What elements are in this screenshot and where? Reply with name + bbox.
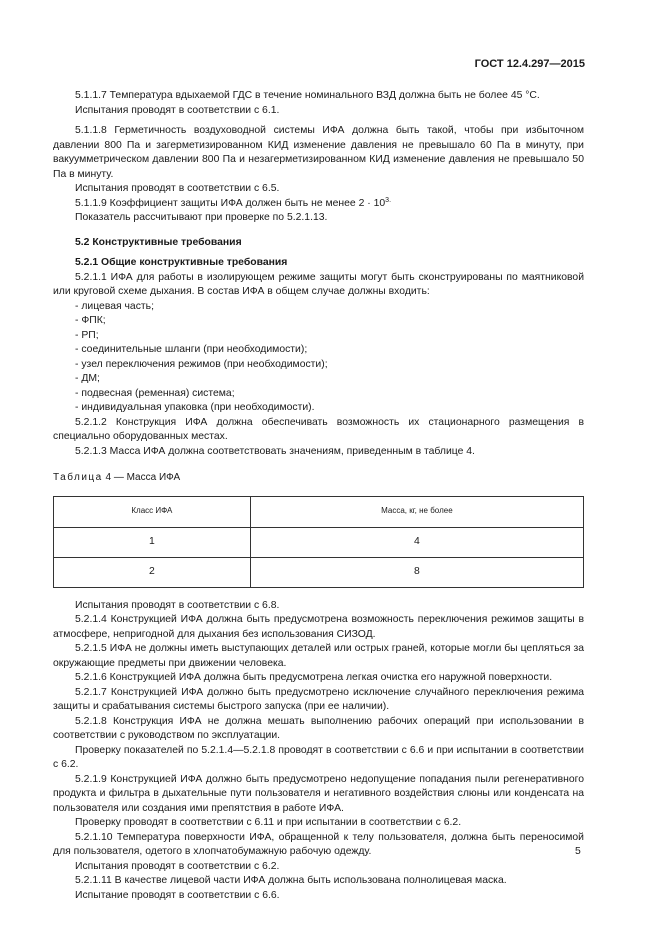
list-item: - индивидуальная упаковка (при необходимости). [75, 402, 315, 413]
list-item: - соединительные шланги (при необходимости); [75, 344, 308, 355]
table-row [54, 527, 584, 557]
paragraph-5-1-1-7: 5.1.1.7 Температура вдыхаемой ГДС в течение номинального ВЗД должна быть не более 45 °С. [75, 90, 540, 101]
table-row [54, 557, 584, 587]
column-header-class: Класс ИФА [54, 496, 251, 527]
paragraph-5-2-1-11: 5.2.1.11 В качестве лицевой части ИФА должна быть использована полнолицевая маска. [75, 875, 507, 886]
paragraph-5-1-1-9 [53, 197, 584, 212]
verification-note: Проверку показателей по 5.2.1.4—5.2.1.8 проводят в соответствии с 6.6 и при испытании в соответствии с 6.2. [53, 744, 584, 770]
paragraph-5-2-1-10: 5.2.1.10 Температура поверхности ИФА, обращенной к телу пользователя, должна быть переносимой для пользователя, одетого в хлопчатобумажную рабочую одежду. [53, 831, 584, 857]
paragraph-text: 5.1.1.9 Коэффициент защиты ИФА должен быть не менее 2 · 10 [75, 197, 386, 209]
paragraph-5-2-1-2: 5.2.1.2 Конструкция ИФА должна обеспечивать возможность их стационарного размещения в специально оборудованных местах. [53, 416, 584, 442]
table-caption [53, 471, 584, 486]
exponent: 3. [385, 196, 392, 204]
test-reference: Испытания проводят в соответствии с 6.8. [75, 599, 280, 611]
paragraph-5-2-1-3: 5.2.1.3 Масса ИФА должна соответствовать значениям, приведенным в таблице 4. [75, 445, 475, 457]
paragraph-5-2-1-9: 5.2.1.9 Конструкцией ИФА должно быть предусмотрено недопущение попадания пыли регенеративного продукта и фильтра в дыхательные пути пользователя и негативного воздействия слюны или конденсата на пользователя или создания ими препятствия в работе ИФА. [53, 773, 584, 814]
test-reference: Испытания проводят в соответствии с 6.5. [75, 183, 280, 194]
table-cell: 2 [54, 557, 251, 587]
test-reference: Испытание проводят в соответствии с 6.6. [75, 889, 280, 901]
page-number: 5 [575, 846, 581, 857]
table-caption-text: 4 — Масса ИФА [105, 472, 181, 483]
list-item: - узел переключения режимов (при необходимости); [75, 358, 328, 370]
column-header-mass: Масса, кг, не более [250, 496, 583, 527]
table-caption-word: Таблица [53, 472, 103, 483]
paragraph-5-2-1-7: 5.2.1.7 Конструкцией ИФА должно быть предусмотрено исключение случайного переключения режима защиты и срабатывания системы быстрого запуска (при ее наличии). [53, 686, 584, 712]
verification-note: Проверку проводят в соответствии с 6.11 и при испытании в соответствии с 6.2. [75, 817, 462, 828]
table-cell: 4 [250, 527, 583, 557]
document-code: ГОСТ 12.4.297—2015 [474, 58, 585, 70]
subsection-title: 5.2.1 Общие конструктивные требования [75, 257, 288, 268]
list-item: - ДМ; [75, 373, 100, 384]
mass-table [53, 496, 584, 588]
paragraph-5-2-1-6: 5.2.1.6 Конструкцией ИФА должна быть предусмотрена легкая очистка его наружной поверхности. [75, 672, 553, 683]
table-header-row [54, 496, 584, 527]
test-reference: Испытания проводят в соответствии с 6.2. [75, 860, 280, 872]
table-cell: 1 [54, 527, 251, 557]
table-cell: 8 [250, 557, 583, 587]
list-item: - лицевая часть; [75, 300, 154, 312]
section-title: 5.2 Конструктивные требования [75, 236, 242, 248]
paragraph-5-2-1-4: 5.2.1.4 Конструкцией ИФА должна быть предусмотрена возможность переключения режимов защиты в атмосфере, непригодной для дыхания без использования СИЗОД. [53, 614, 584, 640]
paragraph-5-2-1-1: 5.2.1.1 ИФА для работы в изолирующем режиме защиты могут быть сконструированы по маятниковой или круговой схеме дыхания. В состав ИФА в общем случае должны входить: [53, 271, 584, 297]
list-item: - РП; [75, 329, 99, 341]
paragraph-note: Показатель рассчитывают при проверке по 5.2.1.13. [75, 212, 328, 223]
list-item: - подвесная (ременная) система; [75, 387, 235, 399]
paragraph-5-2-1-5: 5.2.1.5 ИФА не должны иметь выступающих деталей или острых граней, которые могли бы цепляться за окружающие предметы при движении человека. [53, 643, 584, 669]
test-reference: Испытания проводят в соответствии с 6.1. [75, 104, 280, 116]
page-content [53, 89, 584, 903]
paragraph-5-2-1-8: 5.2.1.8 Конструкция ИФА не должна мешать выполнению рабочих операций при использовании в соответствии с руководством по эксплуатации. [53, 715, 584, 741]
paragraph-5-1-1-8: 5.1.1.8 Герметичность воздуховодной системы ИФА должна быть такой, чтобы при избыточном давлении 800 Па и загерметизированном КИД изменение давления не превышало 60 Па в минуту, при вакуумметрическом давлении 800 Па и незагерметизированном КИД изменение давления не превышало 50 Па в минуту. [53, 125, 584, 180]
list-item: - ФПК; [75, 315, 106, 326]
